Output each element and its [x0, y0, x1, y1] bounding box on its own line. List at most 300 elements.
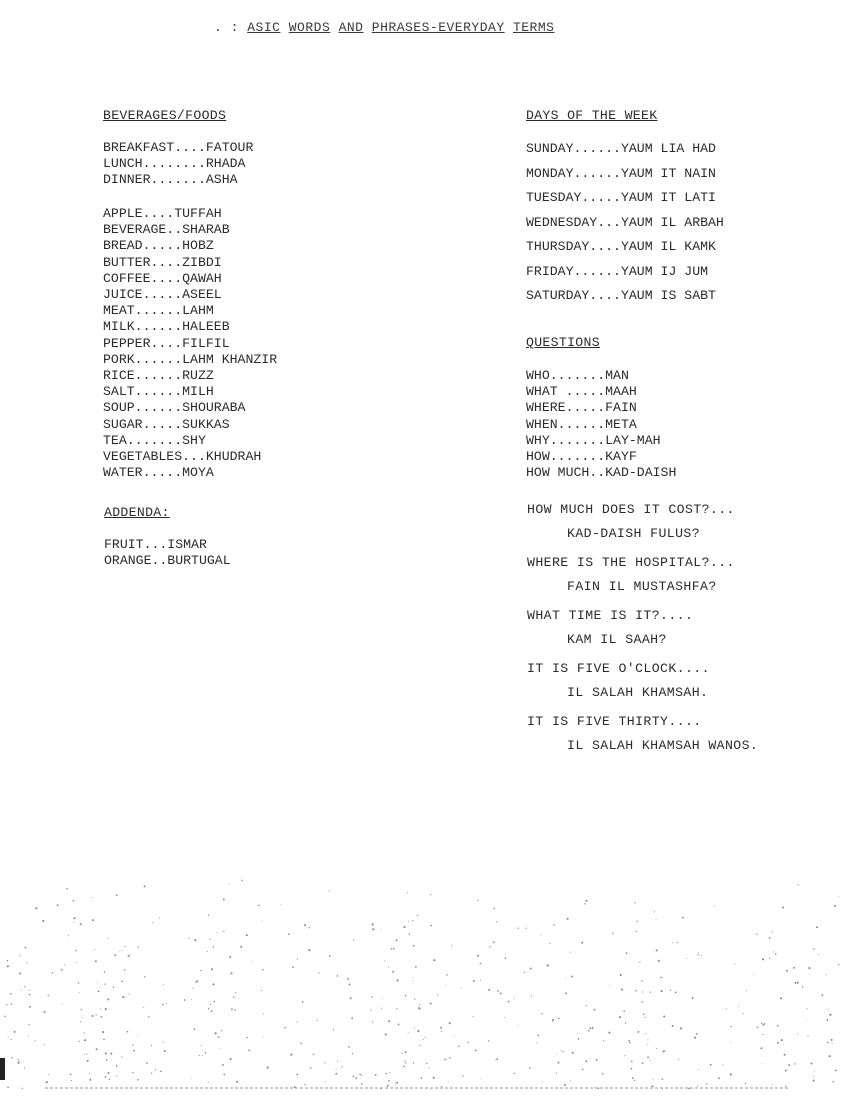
speck: [223, 931, 224, 932]
title-prefix: . :: [214, 20, 248, 35]
speck: [514, 998, 515, 999]
speck: [761, 1023, 762, 1024]
speck: [788, 1064, 790, 1066]
list-item: JUICE.....ASEEL: [103, 287, 222, 303]
speck: [413, 980, 414, 981]
speck: [536, 1042, 537, 1043]
speck: [300, 1043, 302, 1045]
list-item: WHAT .....MAAH: [526, 384, 637, 400]
speck: [537, 1035, 539, 1037]
speck: [48, 1074, 49, 1075]
speck: [517, 1025, 518, 1026]
speck: [458, 1045, 460, 1047]
speck: [223, 899, 225, 901]
speck: [584, 903, 585, 904]
speck: [542, 1082, 543, 1083]
speck: [610, 986, 611, 987]
speck: [214, 1001, 216, 1003]
title-word: ASIC: [247, 20, 281, 35]
speck: [82, 1017, 83, 1018]
speck: [29, 990, 30, 991]
speck: [571, 975, 573, 977]
speck: [832, 1043, 833, 1044]
speck: [248, 1049, 250, 1051]
speck: [146, 1062, 148, 1064]
speck: [11, 1039, 12, 1040]
speck: [104, 971, 105, 972]
speck: [827, 1042, 829, 1044]
speck: [405, 1051, 407, 1053]
speck: [461, 988, 462, 989]
speck: [18, 1059, 19, 1060]
speck: [672, 1025, 674, 1027]
speck: [637, 921, 638, 922]
speck: [29, 1024, 30, 1025]
list-item: WHO.......MAN: [526, 368, 629, 383]
speck: [25, 947, 27, 949]
speck: [195, 982, 196, 983]
speck: [413, 1062, 414, 1063]
speck: [95, 949, 96, 950]
speck: [570, 1080, 571, 1081]
list-item: WHY.......LAY-MAH: [526, 432, 661, 448]
speck: [662, 1050, 664, 1052]
speck: [309, 927, 310, 928]
speck: [84, 1054, 85, 1055]
speck: [104, 983, 105, 984]
speck: [44, 1044, 45, 1045]
speck: [144, 976, 145, 977]
speck: [211, 1010, 213, 1012]
speck: [488, 989, 490, 991]
speck: [838, 964, 839, 965]
speck: [441, 1031, 442, 1032]
speck: [653, 1079, 654, 1080]
speck: [64, 965, 65, 966]
speck: [783, 1044, 784, 1045]
speck: [166, 1003, 167, 1004]
speck: [208, 915, 209, 916]
speck: [302, 1001, 304, 1003]
speck: [80, 1021, 81, 1022]
speck: [730, 1026, 732, 1028]
speck: [590, 1027, 592, 1029]
speck: [475, 1050, 477, 1052]
speck: [586, 1005, 587, 1006]
speck: [558, 1018, 560, 1020]
phrase-answer: FAIN IL MUSTASHFA?: [567, 579, 717, 594]
speck: [505, 957, 507, 959]
speck: [105, 1076, 107, 1078]
speck: [347, 978, 349, 980]
speck: [100, 1016, 102, 1018]
speck: [500, 992, 502, 994]
speck: [623, 1010, 625, 1012]
speck: [430, 1003, 432, 1005]
speck: [208, 1082, 209, 1083]
speck: [219, 1037, 220, 1038]
speck: [764, 1023, 765, 1024]
speck: [78, 982, 79, 983]
speck: [462, 1075, 463, 1076]
speck: [698, 1069, 699, 1070]
speck: [71, 1080, 72, 1081]
speck: [829, 1014, 831, 1016]
speck: [68, 935, 69, 936]
speck: [662, 1078, 664, 1080]
speck: [672, 942, 673, 943]
speck: [477, 900, 478, 901]
speck: [838, 896, 839, 897]
speck: [99, 987, 100, 988]
speck: [114, 954, 116, 956]
speck: [288, 933, 290, 935]
speck: [351, 1017, 353, 1019]
speck: [159, 917, 160, 918]
speck: [11, 1003, 13, 1005]
speck: [105, 1052, 107, 1054]
speck: [207, 951, 208, 952]
speck: [481, 1078, 482, 1079]
phrase-answer: KAD-DAISH FULUS?: [567, 526, 701, 541]
speck: [718, 1077, 720, 1079]
addenda-heading: ADDENDA:: [104, 505, 170, 520]
speck: [27, 962, 28, 963]
speck: [558, 1062, 560, 1064]
speck: [594, 1087, 595, 1088]
speck: [445, 985, 446, 986]
speck: [773, 951, 774, 952]
speck: [514, 1073, 515, 1074]
phrase-question: WHAT TIME IS IT?....: [527, 608, 694, 623]
speck: [650, 992, 651, 993]
speck: [196, 980, 198, 982]
speck: [361, 1083, 363, 1085]
speck: [565, 992, 567, 994]
list-item: PEPPER....FILFIL: [103, 335, 230, 351]
speck: [437, 995, 438, 996]
speck: [199, 1055, 200, 1056]
speck: [42, 920, 44, 922]
speck: [518, 927, 519, 928]
speck: [73, 917, 75, 919]
speck: [87, 1060, 89, 1062]
speck: [100, 1008, 101, 1009]
speck: [164, 1050, 166, 1052]
speck: [645, 1017, 646, 1018]
speck: [656, 919, 657, 920]
speck: [726, 1008, 727, 1009]
speck: [781, 1039, 783, 1041]
speck: [188, 938, 189, 939]
speck: [419, 1008, 421, 1010]
speck: [258, 905, 260, 907]
list-item: SUNDAY......YAUM LIA HAD: [526, 141, 716, 156]
speck: [757, 1027, 759, 1029]
speck: [567, 918, 569, 920]
list-item: RICE......RUZZ: [103, 368, 214, 384]
speck: [454, 1036, 455, 1037]
speck: [230, 1058, 232, 1060]
title-word: AND: [338, 20, 364, 35]
speck: [826, 974, 827, 975]
speck: [630, 1068, 632, 1070]
speck: [388, 966, 389, 967]
speck: [620, 974, 622, 976]
speck: [262, 921, 263, 922]
speck: [381, 1008, 382, 1009]
speck: [387, 1085, 389, 1087]
speck: [107, 998, 109, 1000]
speck: [337, 1061, 338, 1062]
speck: [784, 1054, 786, 1056]
speck: [98, 991, 100, 993]
speck: [807, 1035, 808, 1036]
speck: [797, 982, 799, 984]
speck: [263, 1036, 264, 1037]
speck: [143, 1007, 144, 1008]
speck: [329, 890, 330, 891]
speck: [745, 1083, 746, 1084]
speck: [660, 977, 662, 979]
speck: [352, 1053, 353, 1054]
speck: [688, 1087, 690, 1089]
speck: [52, 972, 54, 974]
speck: [417, 915, 418, 916]
speck: [388, 1020, 390, 1022]
speck: [362, 1075, 363, 1076]
speck: [658, 960, 660, 962]
speck: [762, 958, 764, 960]
list-item: SUGAR.....SUKKAS: [103, 416, 230, 432]
speck: [119, 951, 120, 952]
speck: [133, 1050, 135, 1052]
speck: [385, 1033, 387, 1035]
title-word: PHRASES-EVERYDAY: [371, 20, 505, 35]
speck: [129, 954, 130, 955]
speck: [698, 952, 699, 953]
speck: [694, 1037, 696, 1039]
speck: [210, 1004, 211, 1005]
speck: [449, 1057, 451, 1059]
speck: [234, 1009, 236, 1011]
speck: [124, 946, 125, 947]
speck: [682, 917, 684, 919]
speck: [308, 949, 310, 951]
speck: [531, 995, 532, 996]
speck: [35, 907, 37, 909]
speck: [448, 1081, 449, 1082]
speck: [730, 1074, 732, 1076]
speck: [7, 960, 9, 962]
speck: [570, 952, 571, 953]
speck: [508, 1001, 510, 1003]
speck: [97, 982, 98, 983]
speck: [692, 997, 694, 999]
speck: [813, 948, 815, 950]
speck: [151, 1073, 152, 1074]
list-item: BREAD.....HOBZ: [103, 238, 214, 254]
speck: [116, 1065, 118, 1067]
speck: [641, 1001, 643, 1003]
speck: [396, 939, 398, 941]
list-item: WEDNESDAY...YAUM IL ARBAH: [526, 214, 724, 230]
speck: [540, 935, 541, 936]
speck: [641, 980, 642, 981]
speck: [594, 1009, 596, 1011]
speck: [714, 906, 715, 907]
speck: [756, 934, 757, 935]
speck: [562, 1051, 563, 1052]
speck: [61, 969, 63, 971]
speck: [241, 880, 242, 881]
title-word: WORDS: [288, 20, 331, 35]
speck: [8, 1037, 9, 1038]
list-item: MEAT......LAHM: [103, 303, 214, 319]
speck: [398, 1024, 400, 1026]
speck: [353, 1076, 355, 1078]
speck: [408, 1032, 409, 1033]
speck: [415, 966, 417, 968]
speck: [625, 1055, 626, 1056]
speck: [412, 920, 413, 921]
speck: [403, 926, 405, 928]
speck: [233, 996, 235, 998]
speck: [412, 977, 413, 978]
speck: [47, 995, 48, 996]
speck: [388, 1080, 390, 1082]
speck: [205, 1052, 207, 1054]
speck: [772, 931, 773, 932]
speck: [202, 1055, 203, 1056]
speck: [84, 1039, 86, 1041]
speck: [697, 1085, 698, 1086]
speck: [811, 1062, 813, 1064]
speck: [734, 963, 735, 964]
beverages-heading: BEVERAGES/FOODS: [103, 108, 227, 123]
speck: [686, 958, 687, 959]
speck: [634, 1080, 635, 1081]
speck: [200, 970, 201, 971]
speck: [333, 1029, 334, 1030]
speck: [782, 907, 784, 909]
speck: [813, 1076, 814, 1077]
speck: [822, 994, 824, 996]
days-heading: DAYS OF THE WEEK: [526, 108, 658, 123]
speck: [384, 960, 385, 961]
speck: [654, 911, 655, 912]
speck: [564, 1084, 566, 1086]
speck: [110, 1053, 112, 1055]
speck: [208, 1008, 210, 1010]
speck: [341, 1066, 342, 1067]
speck: [11, 1057, 12, 1058]
speck: [7, 965, 9, 967]
speck: [642, 1062, 644, 1064]
speck: [337, 975, 339, 977]
list-item: LUNCH........RHADA: [103, 156, 246, 172]
speck: [777, 1042, 779, 1044]
list-item: TUESDAY.....YAUM IT LATI: [526, 190, 716, 205]
speck: [194, 939, 196, 941]
speck: [496, 1058, 498, 1060]
speck: [222, 1064, 224, 1066]
speck: [201, 1045, 202, 1046]
speck: [446, 974, 447, 975]
speck: [556, 1053, 557, 1054]
speck: [121, 950, 122, 951]
speck: [290, 1054, 292, 1056]
speck: [698, 954, 699, 955]
speck: [632, 1077, 634, 1079]
speck: [103, 1039, 105, 1041]
speck: [578, 1038, 580, 1040]
questions-heading: QUESTIONS: [526, 335, 600, 350]
speck: [35, 1040, 36, 1041]
speck: [396, 1008, 397, 1009]
speck: [92, 897, 93, 898]
speck: [191, 999, 192, 1000]
list-item: MILK......HALEEB: [103, 319, 230, 335]
speck: [350, 997, 352, 999]
speck: [409, 933, 410, 934]
speck: [473, 980, 475, 982]
speck: [647, 1057, 649, 1059]
phrase-question: WHERE IS THE HOSPITAL?...: [527, 555, 735, 570]
speck: [372, 928, 374, 930]
speck: [19, 972, 21, 974]
speck: [105, 1008, 107, 1010]
speck: [162, 1004, 164, 1006]
speck: [221, 1030, 222, 1031]
speck: [297, 958, 298, 959]
speck: [405, 995, 407, 997]
phrase-question: IT IS FIVE O'CLOCK....: [527, 661, 710, 676]
list-item: WATER.....MOYA: [103, 465, 214, 481]
speck: [297, 1022, 298, 1023]
speck: [267, 1067, 269, 1069]
speck: [423, 1039, 424, 1040]
speck: [336, 1069, 337, 1070]
speck: [761, 1063, 762, 1064]
speck: [212, 983, 214, 985]
speck: [236, 1081, 238, 1083]
speck: [794, 1063, 795, 1064]
speck: [325, 1082, 326, 1083]
speck: [451, 945, 452, 946]
speck: [304, 924, 306, 926]
speck: [430, 925, 432, 927]
phrase-answer: KAM IL SAAH?: [567, 632, 667, 647]
speck: [814, 1071, 815, 1072]
speck: [675, 992, 677, 994]
speck: [29, 1006, 31, 1008]
speck: [128, 955, 130, 957]
speck: [643, 1014, 645, 1016]
speck: [808, 967, 810, 969]
speck: [553, 924, 555, 926]
speck: [22, 1088, 23, 1089]
speck: [441, 1086, 442, 1087]
speck: [397, 979, 399, 981]
speck: [621, 988, 623, 990]
speck: [408, 921, 409, 922]
speck: [639, 961, 640, 962]
speck: [215, 1032, 217, 1034]
speck: [213, 946, 214, 947]
speck: [86, 1054, 87, 1055]
speck: [391, 948, 392, 949]
